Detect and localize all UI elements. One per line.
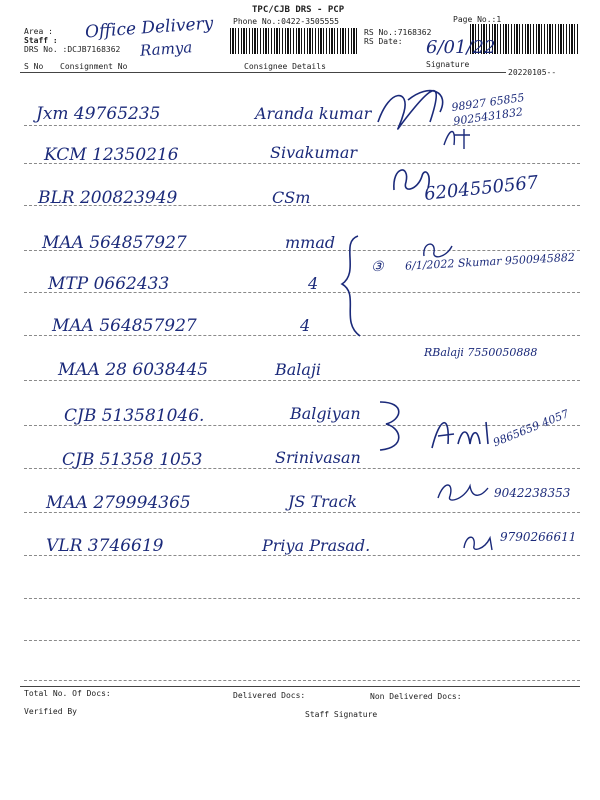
row-11-note: 9790266611 <box>500 530 577 544</box>
row-8-consignee: Balgiyan <box>290 404 361 423</box>
row-2-consignee: Sivakumar <box>270 143 358 162</box>
col-sno: S No <box>24 62 44 71</box>
header-rule <box>20 72 506 73</box>
row-2-consignment: KCM 12350216 <box>44 145 179 165</box>
non-delivered-docs: Non Delivered Docs: <box>370 692 462 701</box>
row-separator <box>24 380 580 381</box>
col-signature: Signature <box>426 60 470 69</box>
row-4-note: ③ <box>371 259 384 275</box>
row-8-consignment: CJB 513581046. <box>64 406 205 426</box>
footer-rule <box>20 686 580 687</box>
row-10-consignment: MAA 279994365 <box>46 493 191 513</box>
row-5-consignment: MTP 0662433 <box>48 274 170 294</box>
signature-scribble <box>434 478 494 506</box>
staff-signature: Staff Signature <box>305 710 378 719</box>
row-10-consignee: JS Track <box>288 492 357 511</box>
sheet-title: TPC/CJB DRS - PCP <box>252 5 345 15</box>
rs-date-label: RS Date: <box>364 37 403 46</box>
row-11-consignment: VLR 3746619 <box>46 536 164 556</box>
total-docs: Total No. Of Docs: <box>24 689 111 698</box>
handwritten-date: 6/01/22 <box>426 37 496 58</box>
row-4-consignee: mmad <box>285 233 336 252</box>
row-5-note: 6/1/2022 Skumar 9500945882 <box>404 250 576 273</box>
row-4-consignment: MAA 564857927 <box>42 233 187 253</box>
row-1-consignee: Aranda kumar <box>255 104 372 123</box>
row-9-consignment: CJB 51358 1053 <box>62 450 203 470</box>
row-7-consignment: MAA 28 6038445 <box>58 360 209 380</box>
rs-number: RS No.:7168362 <box>364 28 432 37</box>
area-label: Area : <box>24 27 53 36</box>
row-3-consignment: BLR 200823949 <box>38 188 178 208</box>
signature-scribble <box>418 238 458 264</box>
row-9-consignee: Srinivasan <box>275 448 361 467</box>
row-8-note: 9865659 4057 <box>491 407 571 450</box>
row-separator <box>24 680 580 681</box>
col-consignment: Consignment No <box>60 62 128 71</box>
row-6-consignment: MAA 564857927 <box>52 316 197 336</box>
row-5-consignee: 4 <box>308 274 319 293</box>
signature-scribble <box>460 530 500 556</box>
row-separator <box>24 125 580 126</box>
delivered-docs: Delivered Docs: <box>233 691 306 700</box>
signature-scribble <box>428 410 498 456</box>
verified-by: Verified By <box>24 707 77 716</box>
col-date-code: 20220105-- <box>508 68 557 77</box>
handwritten-area: Office Delivery <box>84 13 214 43</box>
row-11-consignee: Priya Prasad. <box>262 536 371 555</box>
row-2-note: 6204550567 <box>423 172 540 205</box>
bracket-icon <box>330 232 370 342</box>
row-separator <box>24 640 580 641</box>
signature-scribble <box>388 160 436 200</box>
row-separator <box>24 598 580 599</box>
row-7-consignee: Balaji <box>275 360 322 379</box>
barcode-left <box>230 28 358 54</box>
bracket-icon <box>372 396 412 456</box>
handwritten-staff: Ramya <box>139 38 193 60</box>
staff-label: Staff : <box>24 36 58 45</box>
row-3-consignee: CSm <box>272 188 311 207</box>
phone-number: Phone No.:0422-3505555 <box>233 17 339 26</box>
signature-scribble <box>440 125 480 153</box>
row-7-note: RBalaji 7550050888 <box>424 346 538 359</box>
col-consignee: Consignee Details <box>244 62 326 71</box>
row-1-consignment: Jxm 49765235 <box>36 104 161 124</box>
row-10-note: 9042238353 <box>494 486 571 500</box>
row-6-consignee: 4 <box>300 316 311 335</box>
page-number: Page No.:1 <box>453 15 502 24</box>
row-1-note: 98927 65855 9025431832 <box>450 90 526 128</box>
drs-number: DRS No. :DCJB7168362 <box>24 45 121 54</box>
